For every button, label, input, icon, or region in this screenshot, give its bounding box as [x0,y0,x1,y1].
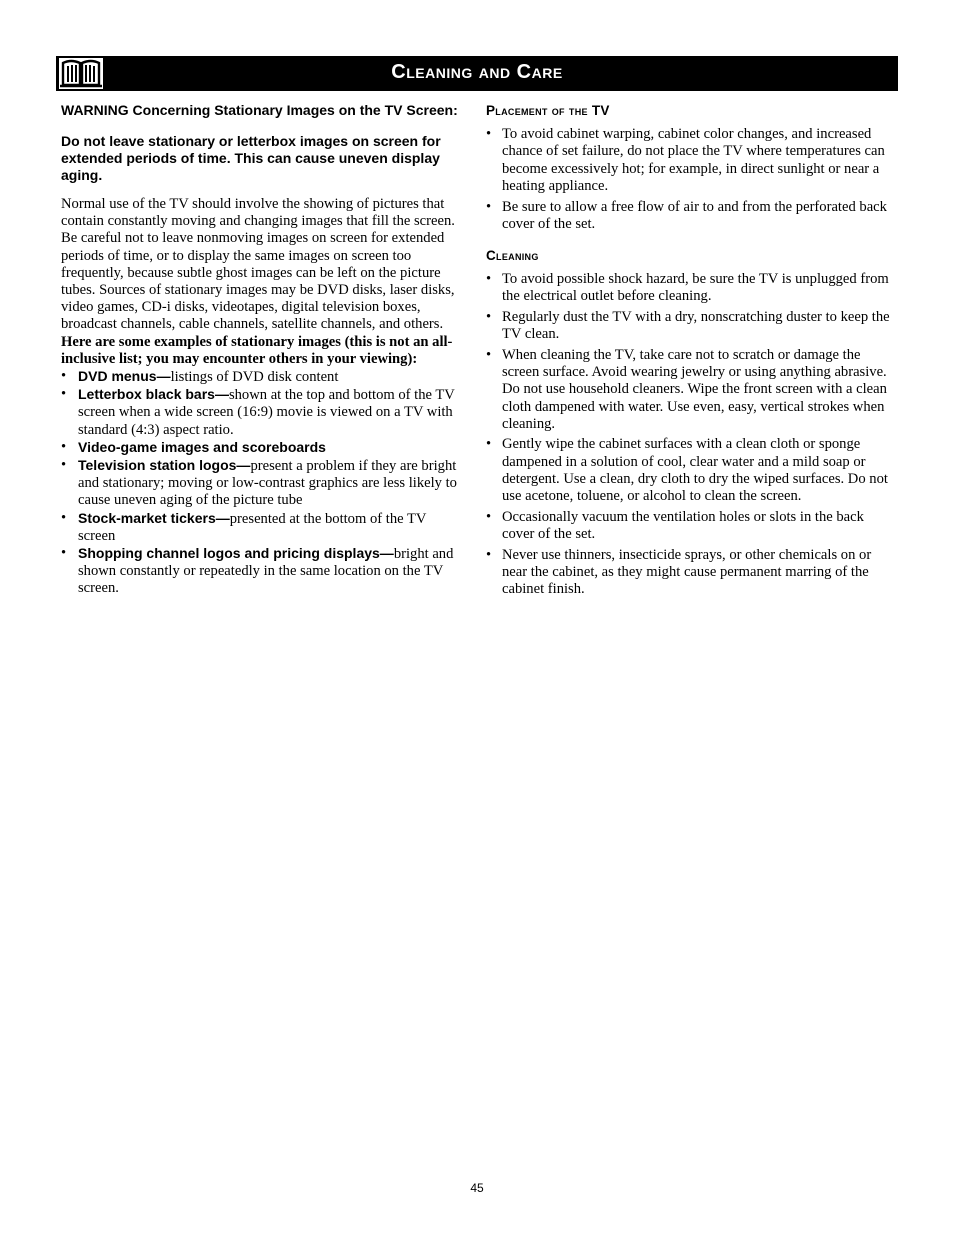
list-item: • When cleaning the TV, take care not to scratch or damage the screen surface. Avoid wearing jewelry or using anything abrasive. Do not use household cleaners. Wipe the front screen with a clean cloth dampened with water. Use even, easy, vertical strokes when cleaning. [486,347,894,433]
left-column [61,100,467,598]
list-item: • Occasionally vacuum the ventilation holes or slots in the back cover of the set. [486,509,894,543]
placement-heading: Placement of the TV [486,103,610,118]
placement-list [486,126,894,233]
list-item: • Television station logos—present a problem if they are bright and stationary; moving or low-contrast graphics are less likely to cause uneven aging of the picture tube [61,457,467,510]
right-column [486,100,894,602]
list-item: • Letterbox black bars—shown at the top and bottom of the TV screen when a wide screen (16:9) movie is viewed on a TV with standard (4:3) aspect ratio. [61,386,467,439]
list-item: • Gently wipe the cabinet surfaces with a clean cloth or sponge dampened in a solution of cool, clear water and a mild soap or detergent. Use a clean, dry cloth to dry the wiped surfaces. Do not use acetone, toluene, or alcohol to clean the screen. [486,436,894,505]
list-item: • Shopping channel logos and pricing displays—bright and shown constantly or repeatedly in the same location on the TV screen. [61,545,467,598]
list-item: • Be sure to allow a free flow of air to and from the perforated back cover of the set. [486,199,894,233]
list-item: • Stock-market tickers—presented at the bottom of the TV screen [61,510,467,545]
list-item: • Never use thinners, insecticide sprays, or other chemicals on or near the cabinet, as they might cause permanent marring of the cabinet finish. [486,547,894,599]
paragraph-bold-text: Here are some examples of stationary images (this is not an all-inclusive list; you may encounter others in your viewing): [61,333,453,367]
stationary-images-paragraph [61,196,467,368]
list-item: • To avoid cabinet warping, cabinet color changes, and increased chance of set failure, do not place the TV where temperatures can become excessively hot; for example, in direct sunlight or near a heating appliance. [486,126,894,195]
cleaning-heading: Cleaning [486,247,539,263]
warning-title: WARNING Concerning Stationary Images on the TV Screen: [61,102,458,118]
warning-body: Do not leave stationary or letterbox images on screen for extended periods of time. This can cause uneven display aging. [61,133,441,183]
page-title: Cleaning and Care [391,61,563,83]
section-header-bar [56,56,898,91]
paragraph-text: Normal use of the TV should involve the showing of pictures that contain constantly moving and changing images that fill the screen. Be careful not to leave nonmoving images on screen for extended periods of time, or to display the same images on screen too frequently, because subtle ghost images can be left on the picture tubes. Sources of stationary images may be DVD disks, laser disks, video games, CD-i disks, videotapes, digital television boxes, broadcast channels, cable channels, satellite channels, and others. [61,196,455,333]
list-item: • Regularly dust the TV with a dry, nonscratching duster to keep the TV clean. [486,309,894,343]
stationary-examples-list [61,368,467,598]
list-item: • Video-game images and scoreboards [61,439,467,457]
page-number: 45 [470,1181,484,1195]
cleaning-list [486,271,894,598]
list-item: • DVD menus—listings of DVD disk content [61,368,467,386]
list-item: • To avoid possible shock hazard, be sure the TV is unplugged from the electrical outlet before cleaning. [486,271,894,305]
